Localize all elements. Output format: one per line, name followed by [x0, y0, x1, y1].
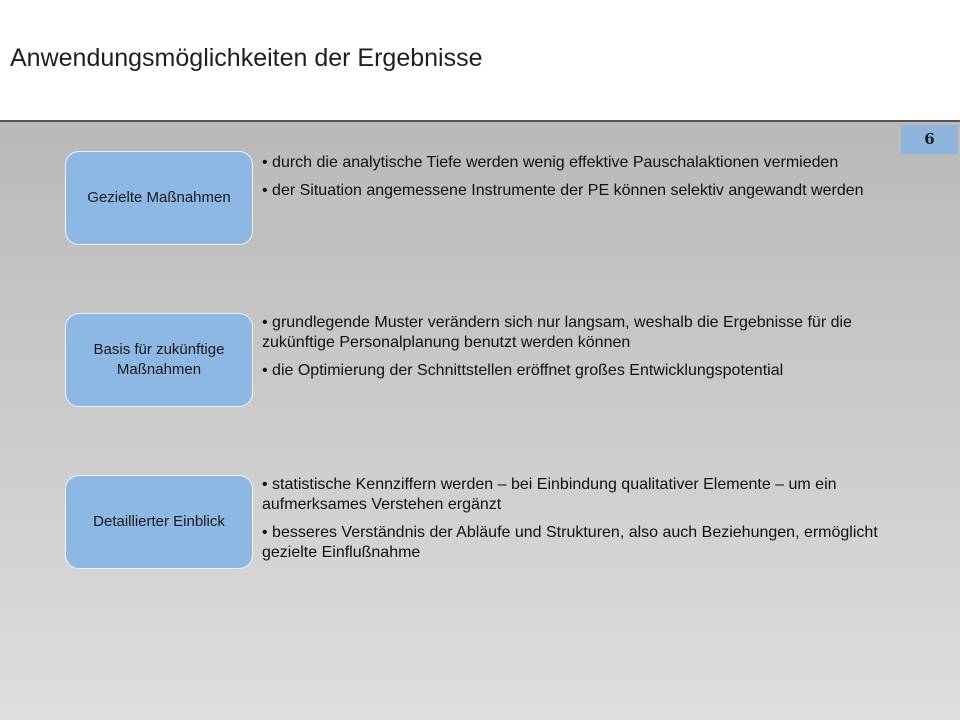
box-basis-zukuenftige-massnahmen	[65, 313, 253, 407]
bullet-item: • die Optimierung der Schnittstellen eröffnet großes Entwicklungspotential	[262, 362, 784, 379]
slide-title: Anwendungsmöglichkeiten der Ergebnisse	[10, 44, 483, 72]
box-label: Detaillierter Einblick	[93, 513, 225, 530]
box-label: Gezielte Maßnahmen	[87, 189, 231, 206]
bullet-item: • durch die analytische Tiefe werden wenig effektive Pauschalaktionen vermieden	[262, 154, 839, 171]
box-detaillierter-einblick	[65, 475, 253, 569]
bullet-list-gezielte-massnahmen	[262, 153, 902, 209]
bullet-item: • statistische Kennziffern werden – bei Einbindung qualitativer Elemente – um ein aufmerksames Verstehen ergänzt	[262, 476, 837, 513]
slide-header	[0, 0, 960, 120]
box-gezielte-massnahmen	[65, 151, 253, 245]
box-label: Basis für zukünftige Maßnahmen	[93, 341, 225, 378]
bullet-item: • grundlegende Muster verändern sich nur langsam, weshalb die Ergebnisse für die zukünftige Personalplanung benutzt werden können	[262, 314, 852, 351]
page-number-badge: 6	[901, 125, 958, 154]
bullet-list-basis-zukuenftige-massnahmen	[262, 313, 902, 389]
bullet-item: • besseres Verständnis der Abläufe und Strukturen, also auch Beziehungen, ermöglicht gezielte Einflußnahme	[262, 524, 878, 561]
bullet-item: • der Situation angemessene Instrumente der PE können selektiv angewandt werden	[262, 182, 864, 199]
bullet-list-detaillierter-einblick	[262, 475, 902, 571]
